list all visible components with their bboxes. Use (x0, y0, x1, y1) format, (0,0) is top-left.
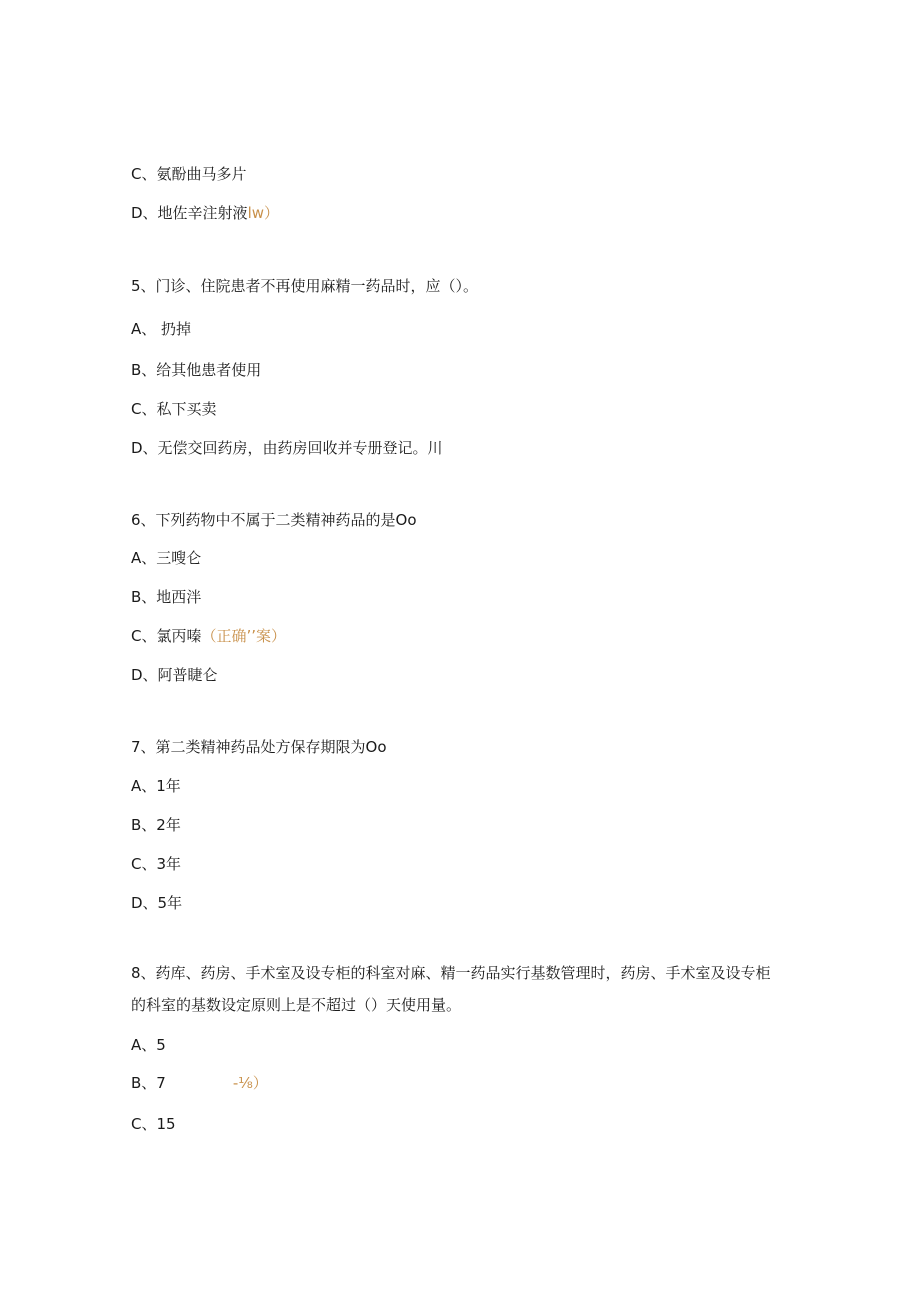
q5-option-d: D、无偿交回药房，由药房回收并专册登记。川 (131, 439, 443, 457)
q6-option-b: B、地西泮 (131, 588, 202, 606)
q6-option-d: D、阿普睫仑 (131, 666, 218, 684)
q5-question: 5、门诊、住院患者不再使用麻精一药品时，应（）。 (131, 277, 479, 295)
q4-option-d-text: D、地佐辛注射液 (131, 204, 248, 222)
q7-option-c: C、3年 (131, 855, 182, 873)
q6-option-c-text: C、氯丙嗪 (131, 627, 202, 645)
q8-option-b (131, 1073, 268, 1093)
q8-option-b-note: -⅛） (232, 1074, 268, 1092)
q4-option-d (131, 203, 279, 223)
q4-option-d-note: lw） (247, 204, 279, 222)
q7-option-a: A、1年 (131, 777, 181, 795)
q6-option-c (131, 626, 286, 646)
q8-option-b-text: B、7 (131, 1074, 166, 1092)
q5-option-b: B、给其他患者使用 (131, 361, 262, 379)
q6-option-a: A、三嗖仑 (131, 549, 202, 567)
q7-question: 7、第二类精神药品处方保存期限为Oo (131, 738, 387, 756)
q6-question: 6、下列药物中不属于二类精神药品的是Oo (131, 511, 417, 529)
q7-option-b: B、2年 (131, 816, 181, 834)
q7-option-d: D、5年 (131, 894, 183, 912)
q8-option-c: C、15 (131, 1115, 176, 1133)
q8-option-a: A、5 (131, 1036, 166, 1054)
q6-option-c-note: （正确’’案） (201, 627, 287, 645)
q8-question: 8、药库、药房、手术室及设专柜的科室对麻、精一药品实行基数管理时，药房、手术室及设专柜的科室的基数设定原则上是不超过（）天使用量。 (131, 964, 771, 1014)
q5-option-c: C、私下买卖 (131, 400, 217, 418)
q4-option-c: C、氨酚曲马多片 (131, 165, 247, 183)
q5-option-a: A、 扔掉 (131, 320, 192, 338)
